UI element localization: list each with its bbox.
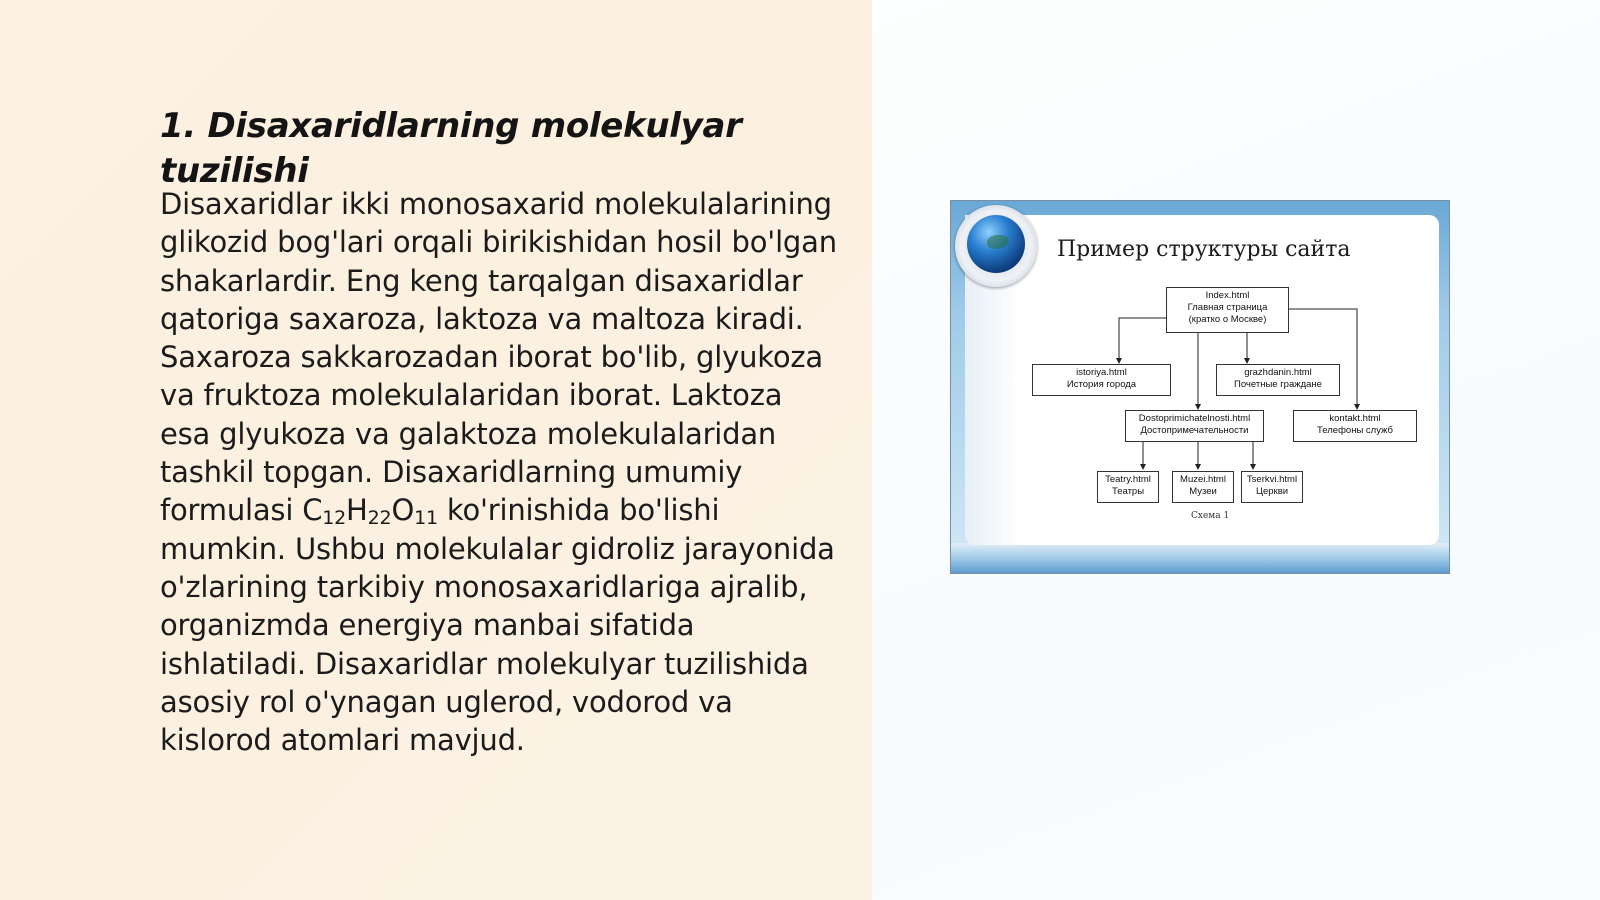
- site-structure-picture: [950, 200, 1450, 574]
- node-index-label: Главная страница: [1187, 302, 1268, 313]
- body-text-part1: Disaxaridlar ikki monosaxarid molekulalarining glikozid bog'lari orqali birikishidan hosil bo'lgan shakarlardir. Eng keng tarqalgan disaxaridlar qatoriga saxaroza, laktoza va maltoza kiradi. Saxaroza sakkarozadan iborat bo'lib, glyukoza va fruktoza molekulalaridan iborat. Laktoza esa glyukoza va galaktoza molekulalaridan tashkil topgan. Disaxaridlarning umumiy formulasi C: [160, 187, 837, 528]
- node-kontakt-label: Телефоны служб: [1317, 425, 1393, 436]
- body-text-part2: ko'rinishida bo'lishi mumkin. Ushbu molekulalar gidroliz jarayonida o'zlarining tarkibiy monosaxaridlariga ajralib, organizmda energiya manbai sifatida ishlatiladi. Disaxaridlar molekulyar tuzilishida asosiy rol o'ynagan uglerod, vodorod va kislorod atomlari mavjud.: [160, 493, 835, 758]
- picture-title: Пример структуры сайта: [1057, 237, 1351, 262]
- node-teatry-label: Театры: [1111, 486, 1145, 497]
- node-muzei-label: Музеи: [1189, 486, 1217, 497]
- node-istoriya-file: istoriya.html: [1076, 367, 1127, 378]
- node-grazhdanin: [1216, 364, 1340, 396]
- subscript-12: 12: [322, 507, 347, 530]
- slide-title: 1. Disaxaridlarning molekulyar tuzilishi: [160, 106, 742, 191]
- node-tserkvi: [1241, 471, 1303, 503]
- node-grazhdanin-label: Почетные граждане: [1234, 379, 1322, 390]
- node-index-note: (кратко о Москве): [1188, 314, 1267, 325]
- node-grazhdanin-file: grazhdanin.html: [1244, 367, 1312, 378]
- node-kontakt: [1293, 410, 1417, 442]
- arrow-index-istoriya: [1119, 318, 1166, 363]
- node-index: [1166, 287, 1289, 333]
- node-tserkvi-label: Церкви: [1255, 486, 1289, 497]
- node-dostoprimichatelnosti: [1125, 410, 1264, 442]
- node-teatry: [1097, 471, 1159, 503]
- node-dostop-label: Достопримечательности: [1140, 425, 1249, 436]
- formula-h: H: [346, 493, 368, 528]
- node-istoriya-label: История города: [1066, 379, 1137, 390]
- node-kontakt-file: kontakt.html: [1329, 413, 1381, 424]
- subscript-11: 11: [414, 507, 438, 530]
- node-index-file: Index.html: [1205, 290, 1250, 301]
- node-tserkvi-file: Tserkvi.html: [1246, 474, 1298, 485]
- node-muzei: [1172, 471, 1234, 503]
- slide-body-text: [160, 185, 840, 759]
- formula-o: O: [391, 493, 415, 528]
- picture-caption: Схема 1: [1191, 511, 1230, 521]
- node-istoriya: [1032, 364, 1171, 396]
- node-muzei-file: Muzei.html: [1180, 474, 1226, 485]
- node-teatry-file: Teatry.html: [1105, 474, 1151, 485]
- node-dostop-file: Dostoprimichatelnosti.html: [1138, 413, 1251, 424]
- subscript-22: 22: [367, 507, 392, 530]
